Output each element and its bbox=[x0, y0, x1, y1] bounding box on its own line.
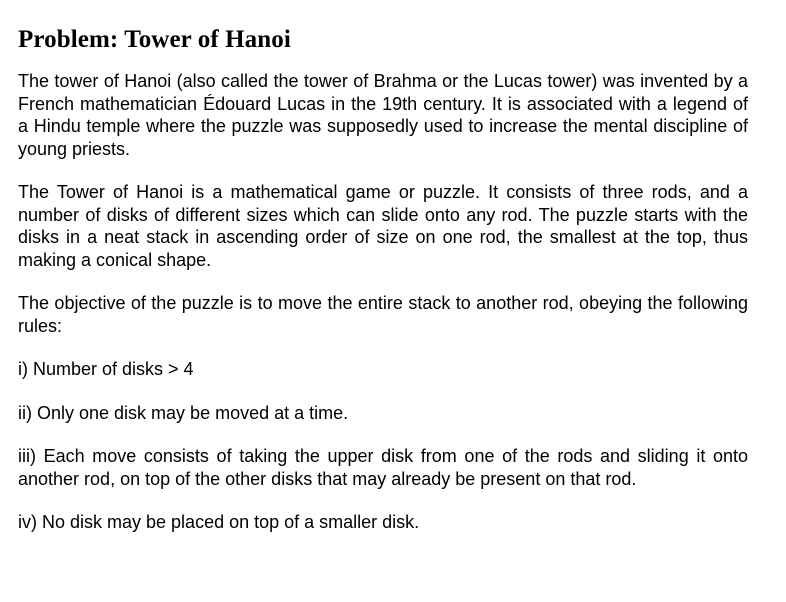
rule-item-4: iv) No disk may be placed on top of a smaller disk. bbox=[18, 512, 420, 532]
description-paragraph: The Tower of Hanoi is a mathematical game or puzzle. It consists of three rods, and a number of disks of different sizes which can slide onto any rod. The puzzle starts with the disks in a neat stack in ascending order of size on one rod, the smallest at the top, thus making a conical shape. bbox=[18, 182, 748, 270]
rule-item-2: ii) Only one disk may be moved at a time. bbox=[18, 402, 349, 423]
intro-paragraph: The tower of Hanoi (also called the tower of Brahma or the Lucas tower) was invented by a French mathematician Édouard Lucas in the 19th century. It is associated with a legend of a Hindu temple where the puzzle was supposedly used to increase the mental discipline of young priests. bbox=[18, 71, 748, 159]
document bbox=[18, 24, 748, 555]
rule-item-3: iii) Each move consists of taking the upper disk from one of the rods and sliding it onto another rod, on top of the other disks that may already be present on that rod. bbox=[18, 446, 748, 489]
objective-paragraph: The objective of the puzzle is to move the entire stack to another rod, obeying the following rules: bbox=[18, 293, 748, 336]
rule-item-1: i) Number of disks > 4 bbox=[18, 359, 194, 379]
page-title: Problem: Tower of Hanoi bbox=[18, 26, 291, 53]
